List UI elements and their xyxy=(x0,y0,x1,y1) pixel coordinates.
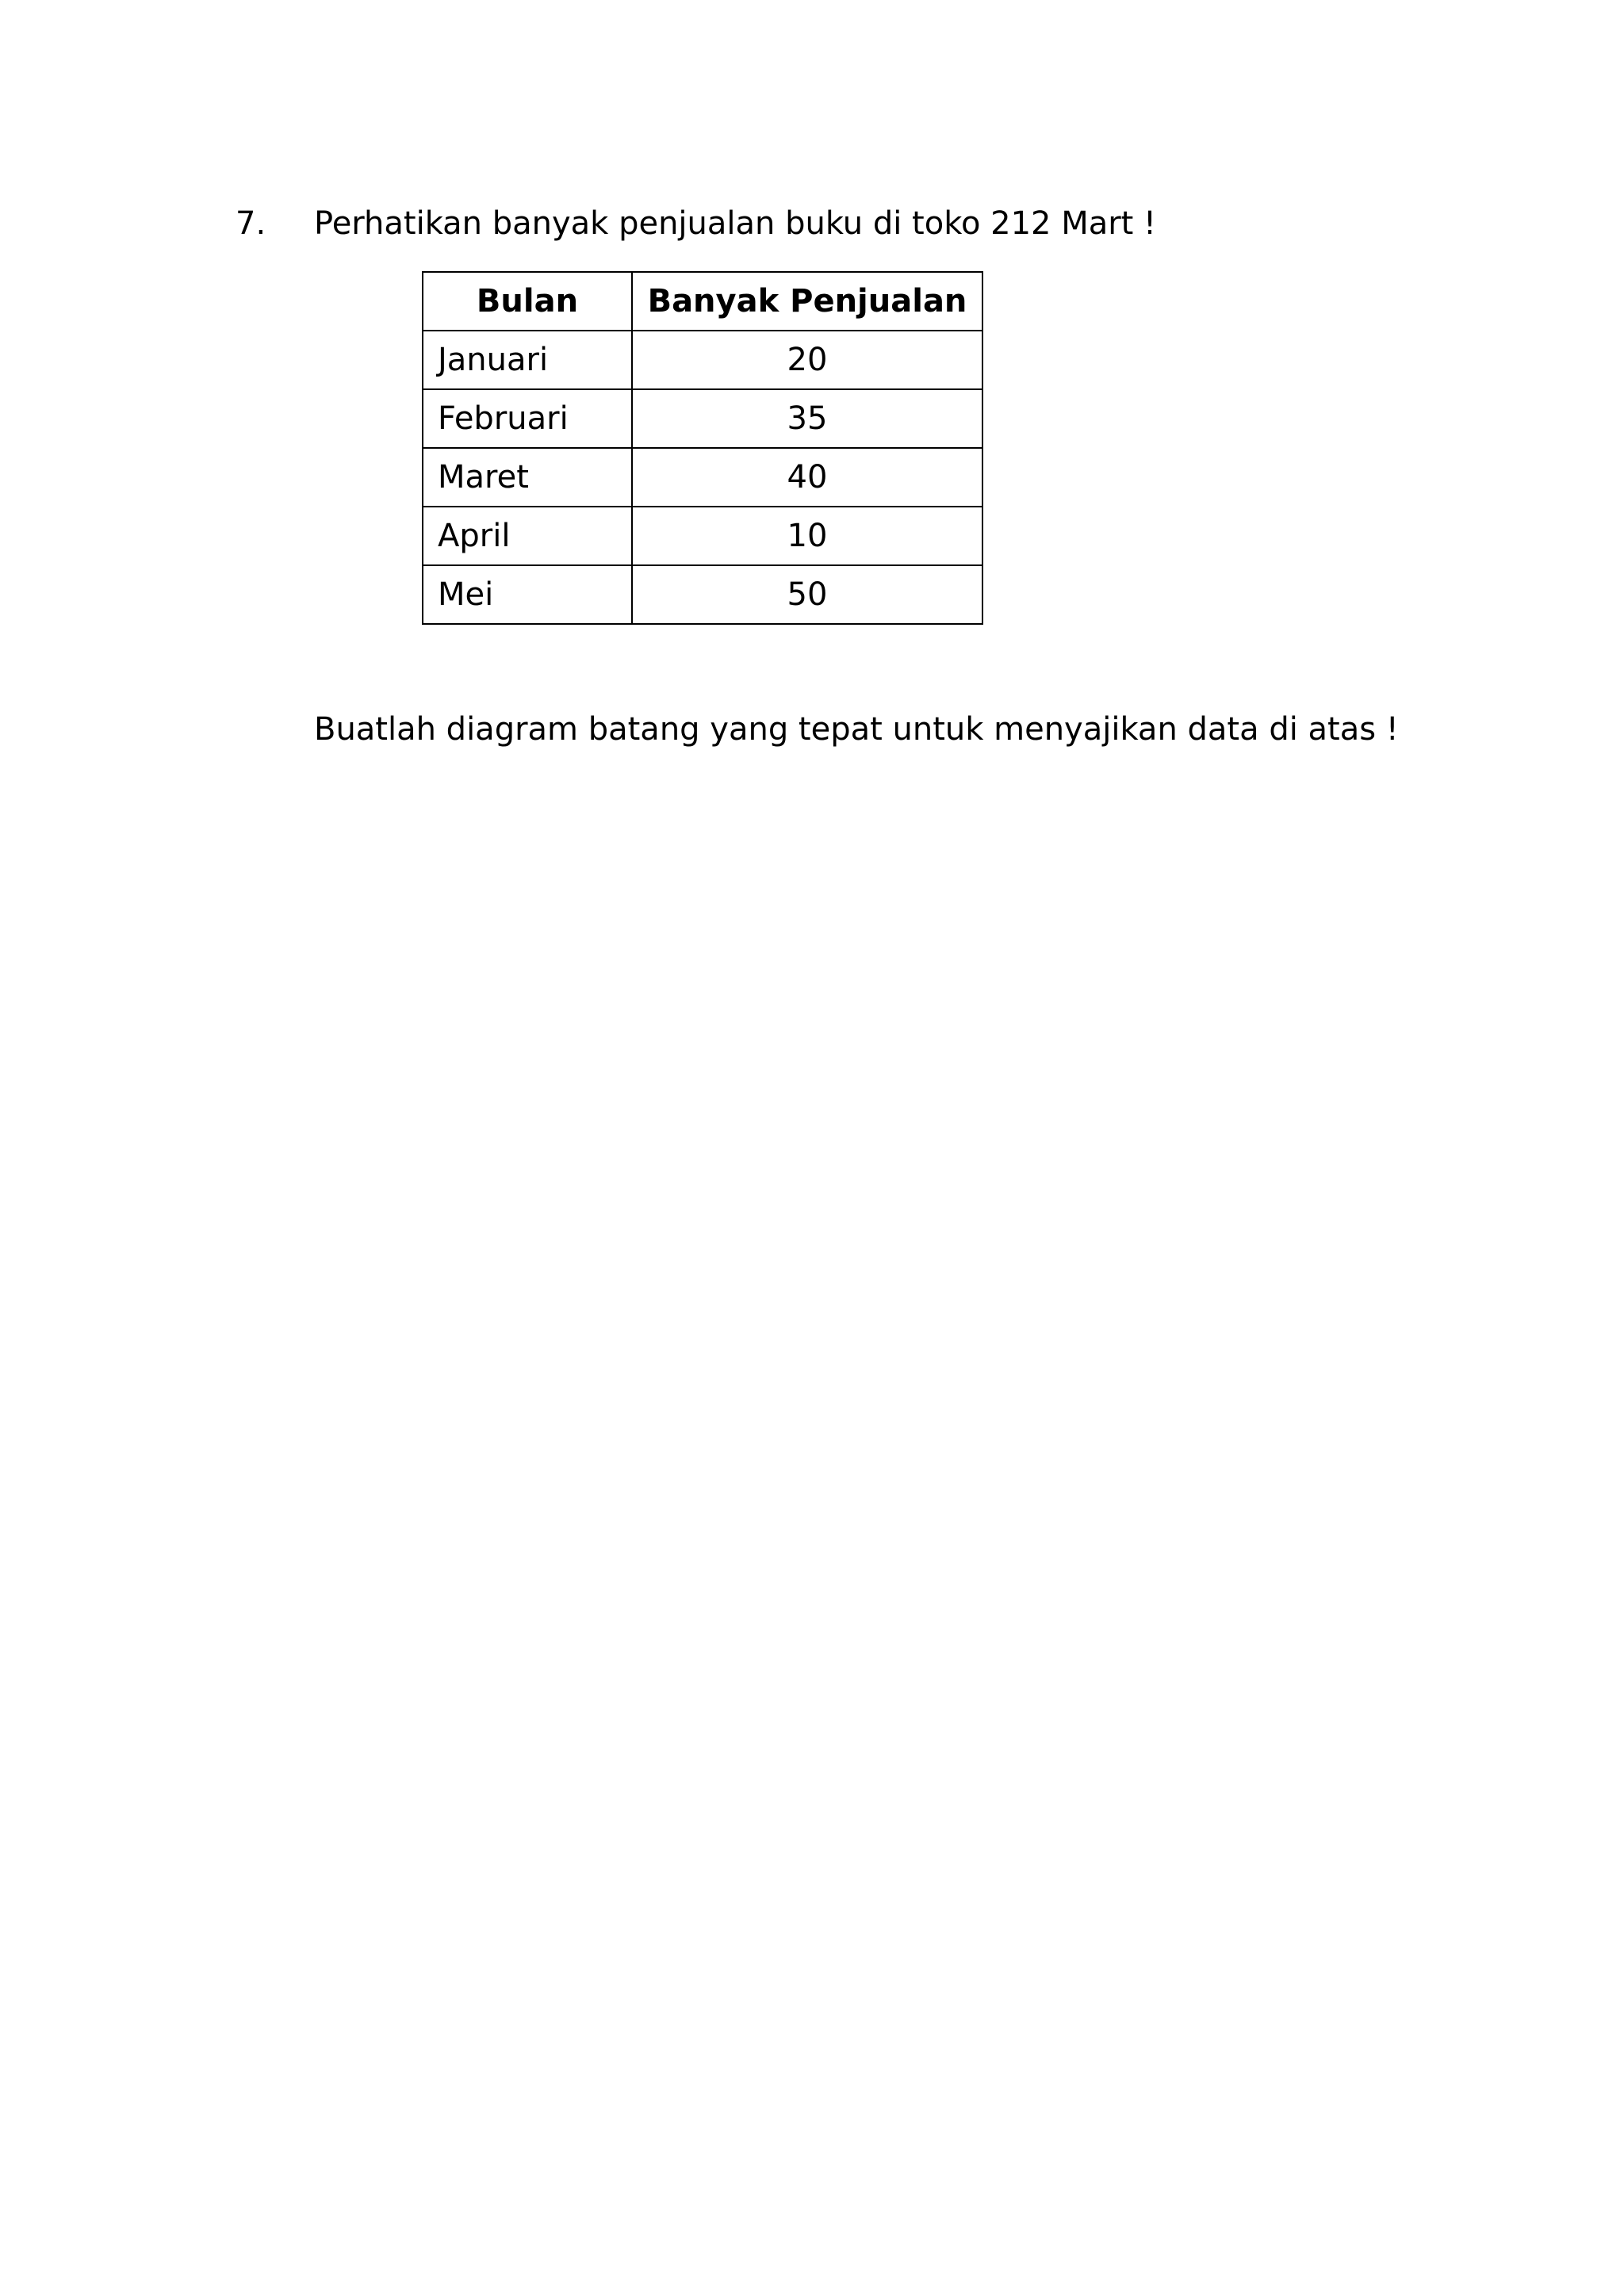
table-row xyxy=(423,389,982,448)
table-row xyxy=(423,448,982,507)
header-bulan: Bulan xyxy=(423,272,632,331)
table-row xyxy=(423,507,982,565)
sales-cell: 50 xyxy=(632,565,982,624)
question-text: Perhatikan banyak penjualan buku di toko 212 Mart ! xyxy=(314,205,1157,242)
sales-cell: 10 xyxy=(632,507,982,565)
sales-table xyxy=(422,271,983,625)
table-header-row xyxy=(423,272,982,331)
question-number: 7. xyxy=(236,205,266,242)
month-cell: Mei xyxy=(423,565,632,624)
sales-cell: 20 xyxy=(632,331,982,389)
table-row xyxy=(423,565,982,624)
month-cell: Februari xyxy=(423,389,632,448)
sales-cell: 40 xyxy=(632,448,982,507)
month-cell: Maret xyxy=(423,448,632,507)
month-cell: April xyxy=(423,507,632,565)
header-banyak-penjualan: Banyak Penjualan xyxy=(632,272,982,331)
instruction-text: Buatlah diagram batang yang tepat untuk menyajikan data di atas ! xyxy=(314,711,1399,748)
month-cell: Januari xyxy=(423,331,632,389)
table-row xyxy=(423,331,982,389)
sales-cell: 35 xyxy=(632,389,982,448)
